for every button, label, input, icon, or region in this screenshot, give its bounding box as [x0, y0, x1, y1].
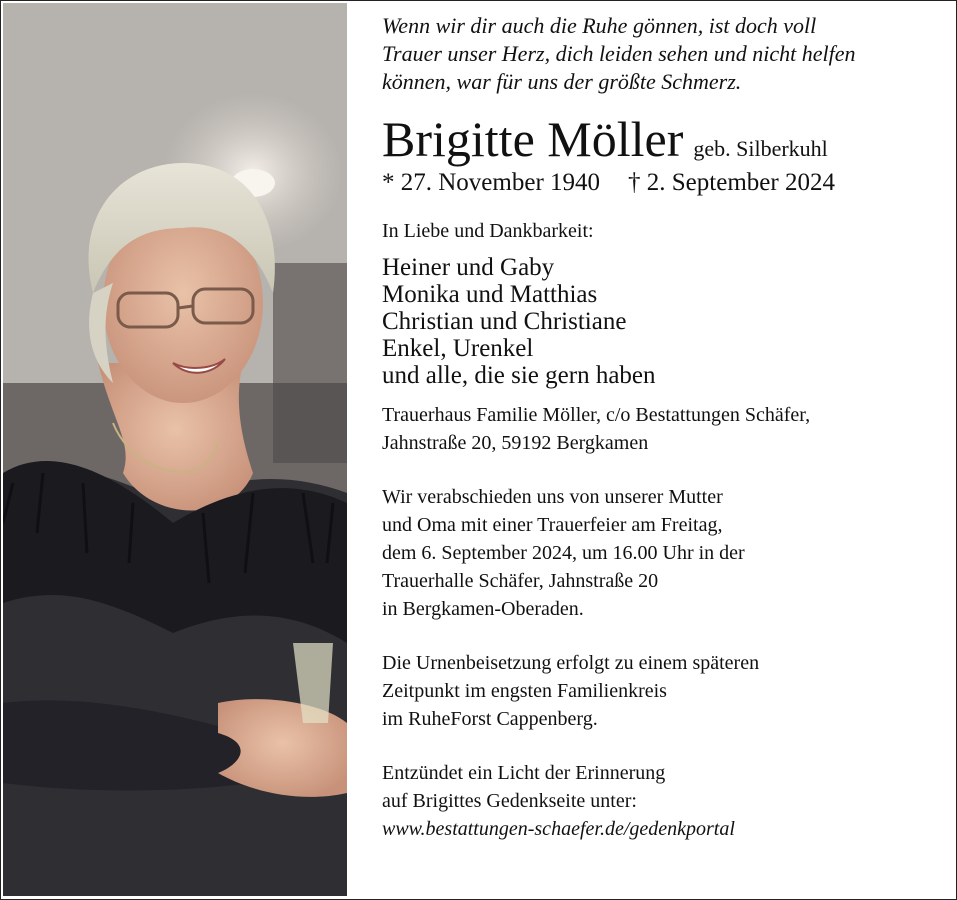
memorial-page-info: Entzündet ein Licht der Erinnerung auf Brigittes Gedenkseite unter:: [382, 762, 666, 812]
deceased-name-line: [382, 110, 942, 168]
memorial-poem: Wenn wir dir auch die Ruhe gönnen, ist doch voll Trauer unser Herz, dich leiden sehen und nicht helfen können, war für uns der größte Schmerz.: [382, 13, 856, 94]
urn-burial-info: Die Urnenbeisetzung erfolgt zu einem späteren Zeitpunkt im engsten Familienkreis im RuheForst Cappenberg.: [382, 652, 760, 730]
portrait-photo: [3, 3, 347, 896]
life-dates: [382, 168, 942, 198]
family-member: und alle, die sie gern haben: [382, 362, 656, 389]
deceased-name: Brigitte Möller: [382, 111, 684, 167]
family-member: Heiner und Gaby: [382, 254, 555, 281]
dedication-intro: In Liebe und Dankbarkeit:: [382, 220, 594, 242]
maiden-name: geb. Silberkuhl: [693, 136, 828, 161]
family-member: Monika und Matthias: [382, 281, 598, 308]
death-date: † 2. September 2024: [628, 169, 835, 196]
funeral-service-info: Wir verabschieden uns von unserer Mutter und Oma mit einer Trauerfeier am Freitag, dem 6. September 2024, um 16.00 Uhr in der Trauerhalle Schäfer, Jahnstraße 20 in Bergkamen-Oberaden.: [382, 486, 745, 620]
mourning-address: Trauerhaus Familie Möller, c/o Bestattungen Schäfer, Jahnstraße 20, 59192 Bergkamen: [382, 404, 811, 454]
family-member: Christian und Christiane: [382, 308, 627, 335]
family-member: Enkel, Urenkel: [382, 335, 534, 362]
portrait-illustration: [3, 3, 347, 896]
obituary-text: [382, 12, 942, 843]
family-list: [382, 254, 942, 389]
memorial-portal-link[interactable]: www.bestattungen-schaefer.de/gedenkportal: [382, 818, 735, 840]
birth-date: * 27. November 1940: [382, 169, 601, 196]
